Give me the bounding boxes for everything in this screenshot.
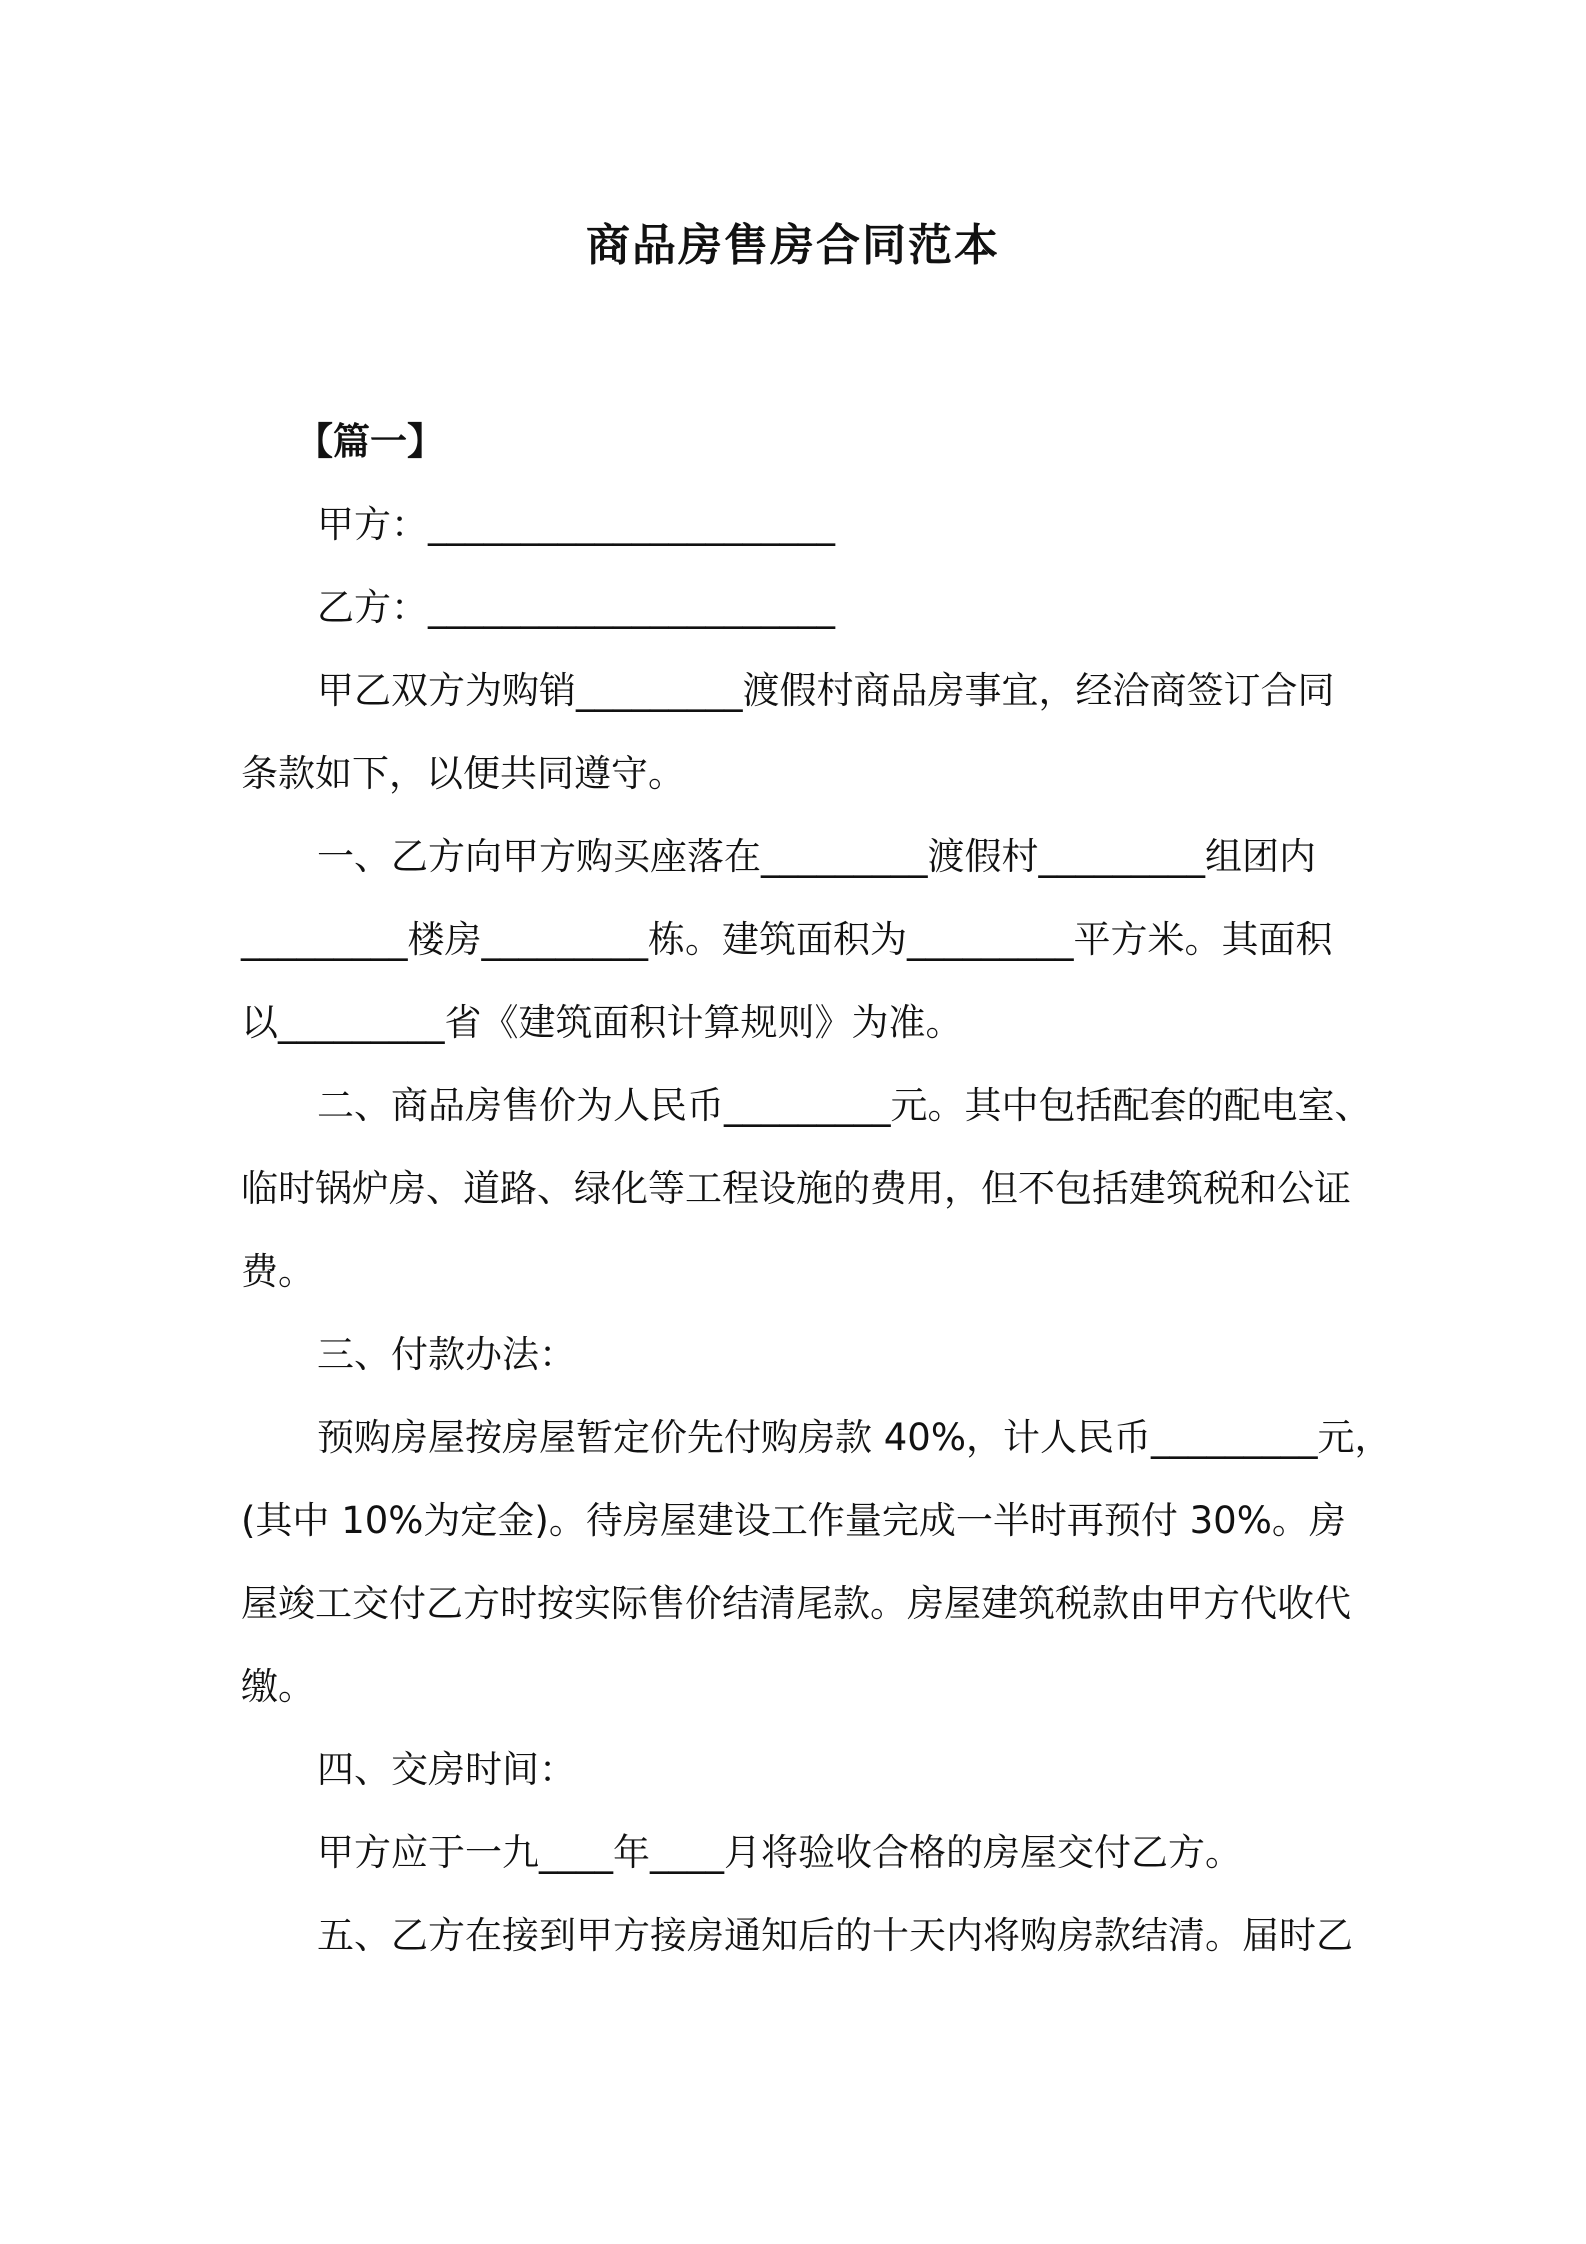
paragraph-line: 甲方应于一九____年____月将验收合格的房屋交付乙方。	[317, 1831, 1242, 1874]
paragraph-line: 临时锅炉房、道路、绿化等工程设施的费用，但不包括建筑税和公证	[241, 1167, 1351, 1210]
party-a-line: 甲方：______________________	[317, 503, 835, 546]
paragraph-line: 五、乙方在接到甲方接房通知后的十天内将购房款结清。届时乙	[317, 1914, 1353, 1957]
paragraph-line: 费。	[241, 1250, 315, 1293]
paragraph-line: 屋竣工交付乙方时按实际售价结清尾款。房屋建筑税款由甲方代收代	[241, 1582, 1351, 1625]
paragraph-line: 一、乙方向甲方购买座落在_________渡假村_________组团内	[317, 835, 1316, 878]
section-heading: 【篇一】	[296, 420, 444, 463]
paragraph-line: 预购房屋按房屋暂定价先付购房款 40%，计人民币_________元，	[317, 1416, 1392, 1459]
paragraph-line: 以_________省《建筑面积计算规则》为准。	[241, 1001, 963, 1044]
paragraph-line: 甲乙双方为购销_________渡假村商品房事宜，经洽商签订合同	[317, 669, 1335, 712]
paragraph-line: _________楼房_________栋。建筑面积为_________平方米。其面积	[241, 918, 1333, 961]
party-b-line: 乙方：______________________	[317, 586, 835, 629]
paragraph-line: 条款如下，以便共同遵守。	[241, 752, 685, 795]
paragraph-line: 缴。	[241, 1665, 315, 1708]
document-body	[241, 400, 1392, 1977]
paragraph-line: 二、商品房售价为人民币_________元。其中包括配套的配电室、	[317, 1084, 1372, 1127]
document-title: 商品房售房合同范本	[586, 220, 1000, 271]
clause-heading: 三、付款办法：	[317, 1333, 576, 1376]
paragraph-line: (其中 10%为定金)。待房屋建设工作量完成一半时再预付 30%。房	[241, 1499, 1346, 1542]
clause-heading: 四、交房时间：	[317, 1748, 576, 1791]
